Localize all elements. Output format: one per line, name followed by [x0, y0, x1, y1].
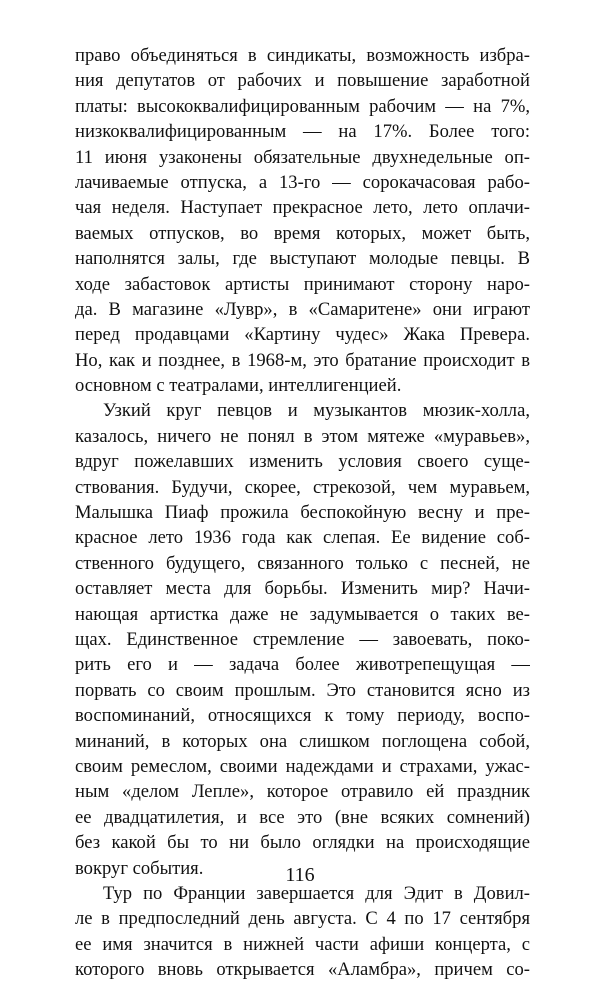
text-line: вдруг пожелавших изменить условия своего суще- [75, 451, 530, 473]
text-line: Малышка Пиаф прожила беспокойную весну и пре- [75, 502, 530, 524]
text-line: ее имя значится в нижней части афиши концерта, с [75, 933, 530, 955]
text-line: чая неделя. Наступает прекрасное лето, лето оплачи- [75, 197, 530, 219]
text-line: рить его и — задача более животрепещущая — [75, 654, 530, 676]
text-line: воспоминаний, относящихся к тому периоду, воспо- [75, 705, 530, 727]
text-line: ным «делом Лепле», которое отравило ей праздник [75, 781, 530, 803]
text-line: ния депутатов от рабочих и повышение заработной [75, 70, 530, 92]
text-line: Узкий круг певцов и музыкантов мюзик-холла, [103, 400, 530, 422]
text-line: ее двадцатилетия, и все это (вне всяких сомнений) [75, 806, 530, 828]
text-line: без какой бы то ни было оглядки на происходящие [75, 832, 530, 854]
text-line: своим ремеслом, своими надеждами и страхами, ужас- [75, 755, 530, 777]
text-line: лачиваемые отпуска, а 13-го — сорокачасовая рабо- [75, 171, 530, 193]
text-line: ственного будущего, связанного только с песней, не [75, 552, 530, 574]
text-line: да. В магазине «Лувр», в «Самаритене» они играют [75, 298, 530, 320]
text-line: минаний, в которых она слишком поглощена собой, [75, 730, 530, 752]
text-line: красное лето 1936 года как слепая. Ее видение соб- [75, 527, 530, 549]
text-line: платы: высококвалифицированным рабочим — на 7%, [75, 95, 530, 117]
text-line: перед продавцами «Картину чудес» Жака Превера. [75, 324, 530, 346]
text-line: наполнятся залы, где выступают молодые певцы. В [75, 248, 530, 270]
text-line: ле в предпоследний день августа. С 4 по 17 сентября [75, 908, 530, 930]
text-line: право объединяться в синдикаты, возможность избра- [75, 45, 530, 66]
body-text [75, 43, 530, 982]
text-line: Но, как и позднее, в 1968-м, это братание происходит в [75, 349, 530, 371]
text-line: 11 июня узаконены обязательные двухнедельные оп- [75, 146, 530, 168]
text-line: ваемых отпусков, во время которых, может быть, [75, 222, 530, 244]
text-line: основном с театралами, интеллигенцией. [75, 375, 402, 397]
text-line: ходе забастовок артисты принимают сторону наро- [75, 273, 530, 295]
text-line: вокруг события. [75, 857, 204, 879]
text-line: оставляет места для борьбы. Изменить мир? Начи- [75, 578, 530, 600]
text-line: нающая артистка даже не задумывается о таких ве- [75, 603, 530, 625]
text-line: щах. Единственное стремление — завоевать, поко- [75, 628, 530, 650]
text-line: низкоквалифицированным — на 17%. Более того: [75, 121, 530, 143]
text-line: порвать со своим прошлым. Это становится ясно из [75, 679, 530, 701]
text-line: ствования. Будучи, скорее, стрекозой, чем муравьем, [75, 476, 530, 498]
page-number: 116 [285, 864, 315, 886]
text-line: Тур по Франции завершается для Эдит в Довил- [103, 882, 530, 904]
text-line: казалось, ничего не понял в этом мятеже «муравьев», [75, 425, 530, 447]
text-line: которого вновь открывается «Аламбра», причем со- [75, 959, 530, 981]
